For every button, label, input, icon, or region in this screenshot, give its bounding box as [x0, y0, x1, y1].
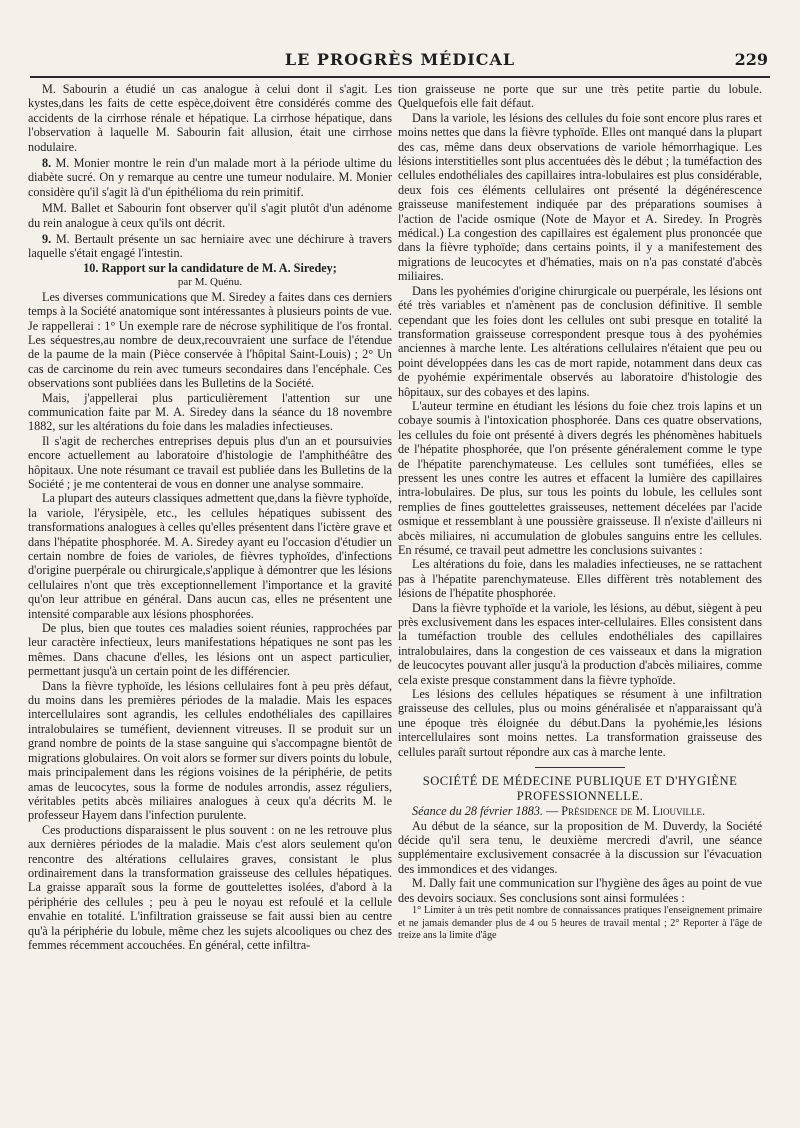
paragraph: M. Monier montre le rein d'un malade mort à la période ultime du diabète sucré. On y remarque au centre une tumeur nodulaire. M. Monier considère qu'il s'agit là d'un épithélioma du rein primitif. — [28, 156, 392, 199]
seance-line — [398, 804, 762, 818]
paragraph: M. Dally fait une communication sur l'hygiène des âges au point de vue des devoirs sociaux. Ses conclusions sont ainsi formulées : — [398, 876, 762, 905]
paragraph: De plus, bien que toutes ces maladies soient réunies, rapprochées par leur caractère infectieux, leurs manifestations hépatiques ne sont pas les mêmes. Dans chacune d'elles, les lésions ont un aspect particulier, permettant jusqu'à un certain point de les différencier. — [28, 621, 392, 679]
byline: par M. Quénu. — [177, 276, 243, 289]
paragraph: M. Bertault présente un sac herniaire avec une déchirure à travers laquelle s'était engagé l'intestin. — [28, 232, 392, 261]
paragraph: MM. Ballet et Sabourin font observer qu'il s'agit plutôt d'un adénome du rein analogue à ceux qu'ils ont décrit. — [28, 201, 392, 230]
page-header — [30, 50, 770, 72]
paragraph: Les lésions des cellules hépatiques se résument à une infiltration graisseuse des cellules, plus ou moins généralisée et n'apparaissant qu'à une époque très éloignée du début.Dans la pyohémie,les lésions intercellulaires sont moins nettes. La transformation graisseuse des cellules paraît surtout répondre aux cas à marche lente. — [398, 687, 762, 759]
paragraph: Dans la fièvre typhoïde, les lésions cellulaires font à peu près défaut, du moins dans les premières périodes de la maladie. Mais les espaces intercellulaires sont agrandis, les cellules endothéliales des capillaires intralobulaires se tuméfient, deviennent vitreuses. Il se produit sur un grand nombre de points de la stase sanguine qui s'accompagne bientôt de migrations globulaires. On voit alors se former sur divers points du lobule, mais principalement dans les régions voisines de la périphérie, de petits amas de leucocytes, sous la forme de nodules arrondis, assez réguliers, véritables petits abcès miliaires analogues à ceux qu'a décrits M. le professeur Hayem dans l'infection purulente. — [28, 678, 392, 823]
seance-presidence: — Présidence de M. Liouville. — [546, 804, 706, 819]
paragraph: La plupart des auteurs classiques admettent que,dans la fièvre typhoïde, la variole, l'érysipèle, etc., les cellules hépatiques subissent des transformations analogues à celles qu'elles présentent dans l'ictère grave et dans l'hépatite phosphorée. M. A. Siredey ayant eu l'occasion d'étudier un certain nombre de foies de varioles, de fièvres typhoïdes, d'infections d'origine puerpérale ou chirurgicale,s'applique à démontrer que les lésions cellulaires n'ont que très exceptionnellement l'importance et la gravité qu'on leur attribue en général. Dans aucun cas, elles ne présentent une intensité comparable aux lésions phosphorées. — [28, 491, 392, 621]
item-8 — [28, 156, 392, 199]
left-column — [28, 82, 392, 952]
seance-date: Séance du 28 février 1883. — [412, 804, 543, 819]
paragraph: L'auteur termine en étudiant les lésions du foie chez trois lapins et un cobaye soumis à l'intoxication phosphorée. Dans ces quatre observations, les cellules du foie ont présenté à divers degrés les phénomènes habituels de l'hépatite phosphorée, que l'on présente généralement comme le type de l'hépatite parenchymateuse. Les cellules sont tuméfiées, elles se pressent les unes contre les autres et effacent la lumière des capillaires intra-lobulaires. De plus, sur tous les points du lobule, les cellules sont remplies de fines gouttelettes graisseuses, nettement décelées par l'acide osmique et ressemblant à une poussière graisseuse. Il n'existe d'ailleurs ni abcès miliaires, ni accumulation de globules sanguins entre les cellules. En résumé, ce travail peut admettre les conclusions suivantes : — [398, 398, 762, 557]
paragraph: Les diverses communications que M. Siredey a faites dans ces derniers temps à la Société anatomique sont intéressantes à plusieurs points de vue. Je rappellerai : 1° Un exemple rare de nécrose syphilitique de l'os frontal. Les séquestres,au nombre de deux,recouvraient une surface de l'étendue de la paume de la main (Pièce conservée à l'hôpital Saint-Louis) ; 2° Un cas de carcinome du rein avec tumeurs secondaires dans l'encéphale. Ces observations sont publiées dans les Bulletins de la Société. — [28, 289, 392, 391]
paragraph: Dans la fièvre typhoïde et la variole, les lésions, au début, siègent à peu près exclusivement dans les espaces inter-cellulaires. Elles consistent dans la tuméfaction trouble des cellules endothéliales des capillaires intralobulaires, dans la congestion de ces vaisseaux et dans la migration de leucocytes pouvant aller jusqu'à la production d'abcès miliaires, comme cela existe presque constamment dans la fièvre typhoïde. — [398, 600, 762, 687]
item-number: 9. — [42, 232, 52, 247]
paragraph: M. Sabourin a étudié un cas analogue à celui dont il s'agit. Les kystes,dans les faits de cette espèce,doivent être considérés comme des accidents de la cirrhose rénale et hépatique. La cirrhose hépatique, dans l'observation à laquelle M. Sabourin fait allusion, était une cirrhose nodulaire. — [28, 82, 392, 154]
paragraph: Les altérations du foie, dans les maladies infectieuses, ne se rattachent pas à l'hépatite parenchymateuse. Elles diffèrent très notablement des lésions de l'hépatite phosphorée. — [398, 557, 762, 601]
section-divider — [535, 767, 625, 768]
page-number: 229 — [734, 50, 768, 69]
paragraph: Dans les pyohémies d'origine chirurgicale ou puerpérale, les lésions ont été très variables et n'amènent pas de conclusion définitive. Il semble cependant que les foies dont les cellules ont subi presque en totalité la transformation graisseuse correspondent presque tous à des pyohémies anciennes à marche lente. Les altérations cellulaires n'étaient que peu ou point développées dans les cas de mort rapide, notamment dans deux cas de pyohémie expérimentale observés au laboratoire d'histologie des hôpitaux, sur des cobayes et des lapins. — [398, 283, 762, 399]
paragraph: Mais, j'appellerai plus particulièrement l'attention sur une communication faite par M. A. Siredey dans la séance du 18 novembre 1882, sur les altérations du foie dans les maladies infectieuses. — [28, 390, 392, 434]
paragraph: tion graisseuse ne porte que sur une très petite partie du lobule. Quelquefois elle fait défaut. — [398, 82, 762, 111]
paragraph: Dans la variole, les lésions des cellules du foie sont encore plus rares et moins nettes que dans la fièvre typhoïde. Elles ont manqué dans la plupart des cas, même dans deux observations de variole hémorrhagique. Les lésions interstitielles sont plus accentuées dès le début ; la tuméfaction des cellules endothéliales des capillaires intra-lobulaires est plus considérable, deux fois ces éléments cellulaires ont présenté la dégénérescence graisseuse manifestement indiquée par des préparations soumises à l'action de l'acide osmique (Note de Mayor et A. Siredey. In Progrès médical.) La congestion des capillaires est également plus prononcée que dans la fièvre typhoïde; dans certains points, il y a manifestement des migrations de leucocytes et d'hématies, mais on n'a pas constaté d'abcès miliaires. — [398, 110, 762, 284]
paragraph: Au début de la séance, sur la proposition de M. Duverdy, la Société décide qu'il sera tenu, le deuxième mercredi d'avril, une séance supplémentaire exclusivement consacrée à la discussion sur l'évacuation des immondices et des vidanges. — [398, 818, 762, 876]
section-title: SOCIÉTÉ DE MÉDECINE PUBLIQUE ET D'HYGIÈNE PROFESSIONNELLE. — [422, 774, 738, 804]
paragraph: Ces productions disparaissent le plus souvent : on ne les retrouve plus aux dernières périodes de la maladie. Mais c'est alors seulement qu'on rencontre des altérations cellulaires graves, consistant le plus ordinairement dans la transformation graisseuse des cellules hépatiques. La graisse apparaît sous la forme de gouttelettes isolées, d'abord à la périphérie des cellules ; peu à peu le noyau est refoulé et la cellule envahie en totalité. L'infiltration graisseuse se fait aussi bien au centre qu'à la périphérie du lobule, même chez les sujets alcooliques ou chez des femmes récemment accouchées. En général, cette infiltra- — [28, 822, 392, 952]
section-heading: 10. Rapport sur la candidature de M. A. Siredey; — [83, 260, 337, 275]
paragraph: Il s'agit de recherches entreprises depuis plus d'un an et poursuivies encore actuellement au laboratoire d'histologie de l'amphithéâtre des hôpitaux. Une note résumant ce travail est publiée dans les Bulletins de la Société ; je me contenterai de vous en donner une analyse sommaire. — [28, 433, 392, 491]
header-rule — [30, 76, 770, 78]
right-column — [398, 82, 762, 943]
journal-title: LE PROGRÈS MÉDICAL — [284, 50, 516, 69]
paragraph: 1° Limiter à un très petit nombre de connaissances pratiques l'enseignement primaire et ne jamais demander plus de 4 ou 5 heures de travail mental ; 2° Reporter à l'âge de treize ans la limite d'âge — [398, 904, 762, 942]
item-9 — [28, 232, 392, 261]
item-number: 8. — [42, 156, 52, 171]
